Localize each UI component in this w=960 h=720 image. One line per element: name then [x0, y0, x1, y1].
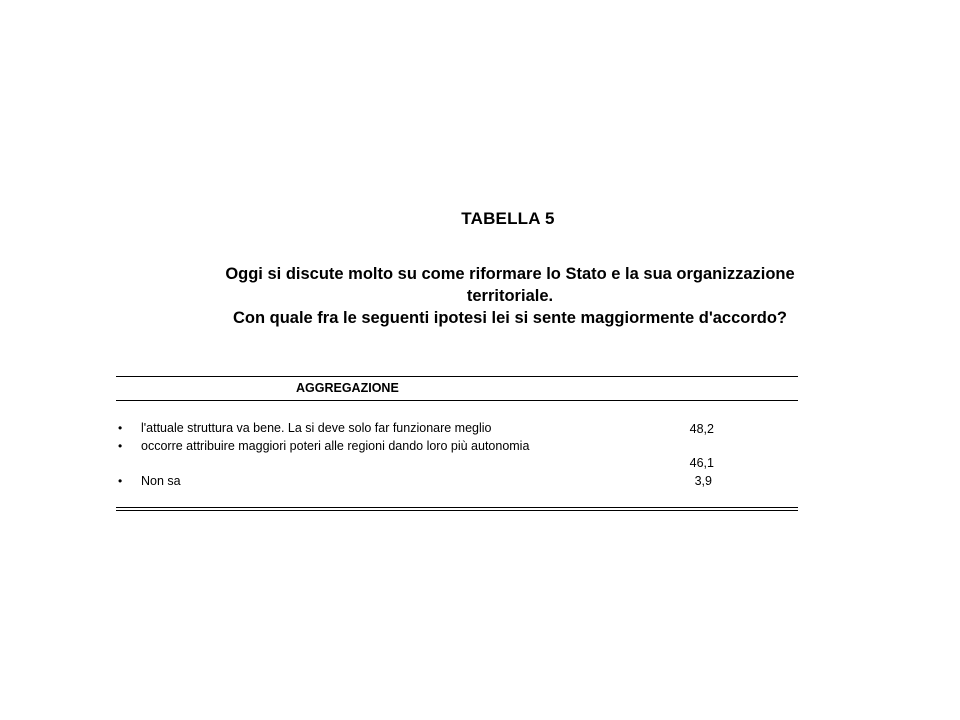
bullet-icon: •	[118, 439, 123, 453]
question-block	[160, 263, 860, 329]
row-label: l'attuale struttura va bene. La si deve solo far funzionare meglio	[141, 421, 492, 435]
bullet-icon: •	[118, 474, 123, 488]
question-line-3: Con quale fra le seguenti ipotesi lei si sente maggiormente d'accordo?	[232, 309, 788, 327]
table-row	[116, 438, 798, 473]
bullet-icon: •	[118, 421, 123, 435]
question-line-1: Oggi si discute molto su come riformare lo Stato e la sua organizzazione	[225, 265, 795, 283]
row-label: Non sa	[141, 474, 181, 488]
column-header: AGGREGAZIONE	[296, 381, 399, 395]
table-row	[116, 473, 798, 490]
question-line-2: territoriale.	[466, 287, 554, 305]
table-title: TABELLA 5	[461, 209, 555, 228]
table-rule-bottom	[116, 507, 798, 508]
row-value: 48,2	[689, 422, 714, 436]
table-rule-header	[116, 400, 798, 401]
table-body	[116, 420, 798, 490]
table-rule-bottom-double	[116, 510, 798, 511]
row-label: occorre attribuire maggiori poteri alle regioni dando loro più autonomia	[141, 439, 530, 453]
row-value: 3,9	[694, 474, 712, 488]
table-rule-top	[116, 376, 798, 377]
table-row	[116, 420, 798, 438]
row-value: 46,1	[689, 456, 714, 470]
